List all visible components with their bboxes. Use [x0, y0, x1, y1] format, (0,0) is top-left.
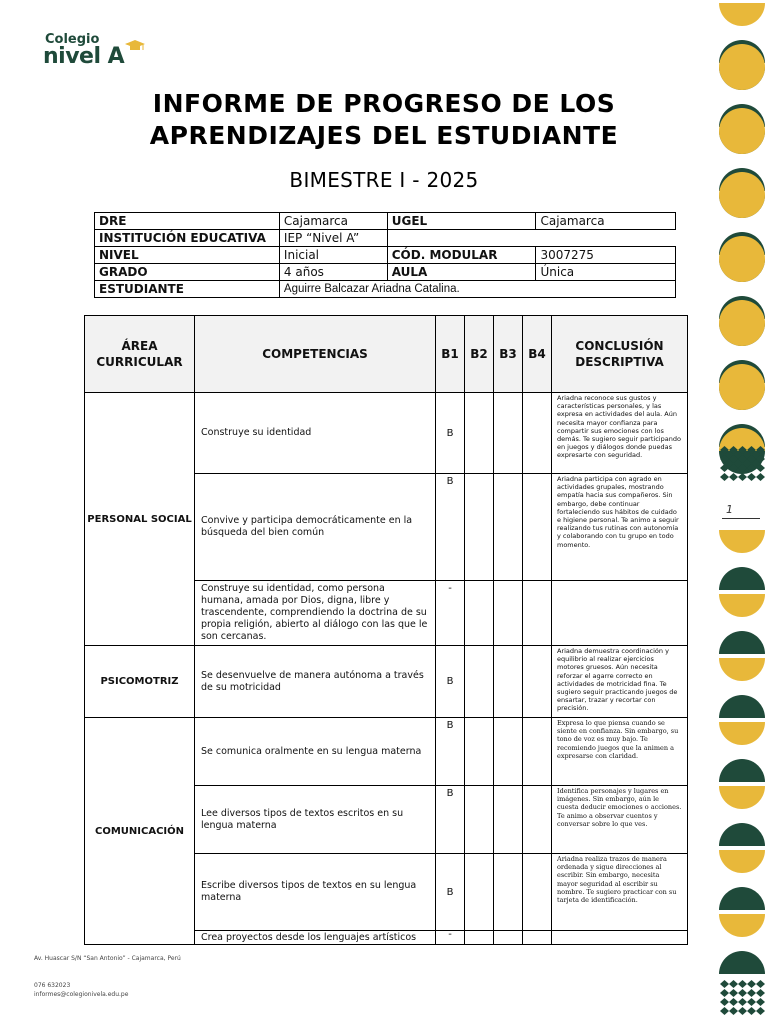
- report-subtitle: BIMESTRE I - 2025: [289, 168, 479, 192]
- table-row: [85, 393, 688, 474]
- cod-modular-value: 3007275: [536, 247, 676, 264]
- b3-grade: [494, 786, 523, 854]
- b1-grade: B: [436, 854, 465, 931]
- empty-cell: [387, 230, 675, 247]
- b1-grade: B: [436, 718, 465, 786]
- graduation-cap-icon: [125, 40, 145, 52]
- b2-grade: [465, 718, 494, 786]
- b3-grade: [494, 646, 523, 718]
- estudiante-value: Aguirre Balcazar Ariadna Catalina.: [279, 281, 675, 298]
- b3-grade: [494, 931, 523, 945]
- aula-value: Única: [536, 264, 676, 281]
- area-psicomotriz: PSICOMOTRIZ: [85, 646, 195, 718]
- dre-label: DRE: [95, 213, 280, 230]
- progress-table: [84, 315, 688, 945]
- footer-address: Av. Huascar S/N “San Antonio” - Cajamarca, Perú: [34, 955, 181, 962]
- header-b2: B2: [465, 316, 494, 393]
- table-row: [85, 718, 688, 786]
- b3-grade: [494, 718, 523, 786]
- competency-cell: Lee diversos tipos de textos escritos en su lengua materna: [195, 786, 436, 854]
- report-title: INFORME DE PROGRESO DE LOS APRENDIZAJES DEL ESTUDIANTE: [149, 89, 619, 150]
- b3-grade: [494, 393, 523, 474]
- page-number: 1: [726, 503, 733, 516]
- b4-grade: [523, 854, 552, 931]
- b1-grade: -: [436, 581, 465, 646]
- competency-cell: Escribe diversos tipos de textos en su lengua materna: [195, 854, 436, 931]
- b4-grade: [523, 646, 552, 718]
- competency-cell: Construye su identidad: [195, 393, 436, 474]
- b4-grade: [523, 393, 552, 474]
- b4-grade: [523, 786, 552, 854]
- conclusion-cell: Ariadna reconoce sus gustos y características personales, y las expresa en actividades del aula. Aún necesita mayor confianza para compartir sus emociones con los demás. Te sugiero seguir participando en juegos y diálogos donde puedas expresarte con seguridad.: [552, 393, 688, 474]
- competency-cell: Construye su identidad, como persona humana, amada por Dios, digna, libre y trascendente, comprendiendo la doctrina de su propia religión, abierto al diálogo con las que le son cercanas.: [195, 581, 436, 646]
- header-b4: B4: [523, 316, 552, 393]
- competency-cell: Convive y participa democráticamente en la búsqueda del bien común: [195, 474, 436, 581]
- ie-label: INSTITUCIÓN EDUCATIVA: [95, 230, 280, 247]
- ugel-label: UGEL: [387, 213, 536, 230]
- grado-value: 4 años: [279, 264, 387, 281]
- b1-grade: B: [436, 646, 465, 718]
- conclusion-cell: [552, 931, 688, 945]
- b3-grade: [494, 854, 523, 931]
- header-area: ÁREA CURRICULAR: [85, 316, 195, 393]
- conclusion-cell: Ariadna participa con agrado en actividades grupales, mostrando empatía hacia sus compañeros. Sin embargo, debe continuar fortaleciendo sus hábitos de cuidado e higiene personal. Te animo a seguir realizando tus rutinas con autonomía y colaborando con tu grupo en todo momento.: [552, 474, 688, 581]
- b2-grade: [465, 931, 494, 945]
- area-comunicacion: COMUNICACIÓN: [85, 718, 195, 945]
- header-conclusion: CONCLUSIÓN DESCRIPTIVA: [552, 316, 688, 393]
- conclusion-cell: Expresa lo que piensa cuando se siente en confianza. Sin embargo, su tono de voz es muy bajo. Te recomiendo juegos que la animen a expresarse con claridad.: [552, 718, 688, 786]
- b2-grade: [465, 393, 494, 474]
- conclusion-cell: Ariadna demuestra coordinación y equilibrio al realizar ejercicios motores gruesos. Aún necesita reforzar el agarre correcto en actividades de motricidad fina. Te sugiero seguir practicando juegos de ensartar, trazar y recortar con precisión.: [552, 646, 688, 718]
- header-b1: B1: [436, 316, 465, 393]
- b2-grade: [465, 854, 494, 931]
- nivel-label: NIVEL: [95, 247, 280, 264]
- b2-grade: [465, 474, 494, 581]
- school-logo: [43, 30, 143, 72]
- b4-grade: [523, 931, 552, 945]
- header-b3: B3: [494, 316, 523, 393]
- header-competencias: COMPETENCIAS: [195, 316, 436, 393]
- b1-grade: -: [436, 931, 465, 945]
- student-info-table: [94, 212, 676, 298]
- grado-label: GRADO: [95, 264, 280, 281]
- aula-label: AULA: [387, 264, 536, 281]
- page-number-underline: [722, 518, 760, 519]
- logo-text-big: nivel A: [43, 44, 125, 69]
- b1-grade: B: [436, 786, 465, 854]
- b2-grade: [465, 786, 494, 854]
- b1-grade: B: [436, 393, 465, 474]
- footer-email: informes@colegionivela.edu.pe: [34, 991, 129, 998]
- area-personal-social: PERSONAL SOCIAL: [85, 393, 195, 646]
- b4-grade: [523, 718, 552, 786]
- b4-grade: [523, 581, 552, 646]
- competency-cell: Se comunica oralmente en su lengua materna: [195, 718, 436, 786]
- conclusion-cell: Identifica personajes y lugares en imágenes. Sin embargo, aún le cuesta deducir emociones o acciones. Te animo a observar cuentos y conversar sobre lo que ves.: [552, 786, 688, 854]
- conclusion-cell: Ariadna realiza trazos de manera ordenada y sigue direcciones al escribir. Sin embargo, necesita mayor seguridad al escribir su nombre. Te sugiero practicar con su tarjeta de identificación.: [552, 854, 688, 931]
- nivel-value: Inicial: [279, 247, 387, 264]
- b2-grade: [465, 581, 494, 646]
- footer-phone: 076 632023: [34, 982, 71, 989]
- cod-modular-label: CÓD. MODULAR: [387, 247, 536, 264]
- logo-text-small: Colegio: [45, 32, 100, 47]
- ugel-value: Cajamarca: [536, 213, 676, 230]
- b4-grade: [523, 474, 552, 581]
- dre-value: Cajamarca: [279, 213, 387, 230]
- b3-grade: [494, 581, 523, 646]
- b1-grade: B: [436, 474, 465, 581]
- estudiante-label: ESTUDIANTE: [95, 281, 280, 298]
- conclusion-cell: [552, 581, 688, 646]
- ie-value: IEP “Nivel A”: [279, 230, 387, 247]
- table-row: [85, 646, 688, 718]
- competency-cell: Se desenvuelve de manera autónoma a través de su motricidad: [195, 646, 436, 718]
- b3-grade: [494, 474, 523, 581]
- competency-cell: Crea proyectos desde los lenguajes artísticos: [195, 931, 436, 945]
- table-header-row: [85, 316, 688, 393]
- b2-grade: [465, 646, 494, 718]
